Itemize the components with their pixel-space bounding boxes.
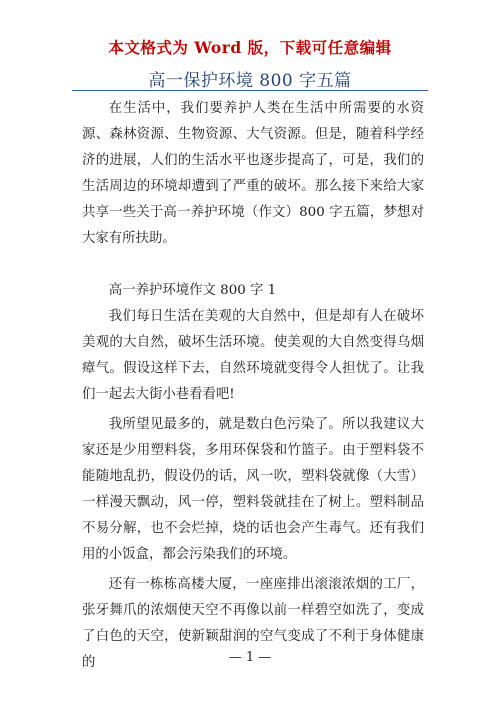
document-body [82, 96, 424, 676]
page-number: — 1 — [228, 650, 272, 665]
title-divider [72, 90, 428, 91]
format-banner: 本文格式为 Word 版，下载可任意编辑 [108, 38, 392, 57]
body-paragraph: 还有一栋栋高楼大厦，一座座排出滚滚浓烟的工厂，张牙舞爪的浓烟使天空不再像以前一样碧空如洗了，变成了白色的天空，使新颖甜润的空气变成了不利于身体健康的 [82, 577, 424, 670]
body-paragraph: 我所望见最多的，就是数白色污染了。所以我建议大家还是少用塑料袋，多用环保袋和竹篮子。由于塑料袋不能随地乱扔，假设仍的话，风一吹，塑料袋就像（大雪）一样漫天飘动，风一停，塑料袋就挂在了树上。塑料制品不易分解，也不会烂掉，烧的话也会产生毒气。还有我们用的小饭盒，都会污染我们的环境。 [82, 417, 424, 562]
essay-heading: 高一养护环境作文 800 字 1 [108, 283, 277, 298]
intro-paragraph: 在生活中，我们要养护人类在生活中所需要的水资源、森林资源、生物资源、大气资源。但是，随着科学经济的进展，人们的生活水平也逐步提高了，可是，我们的生活周边的环境却遭到了严重的破坏。那么接下来给大家共享一些关于高一养护环境（作文）800 字五篇，梦想对大家有所扶助。 [82, 101, 424, 246]
body-paragraph: 我们每日生活在美观的大自然中，但是却有人在破坏美观的大自然，破坏生活环境。使美观的大自然变得乌烟瘴气。假设这样下去，自然环境就变得令人担忧了。让我们一起去大街小巷看看吧! [82, 309, 424, 402]
page-title: 高一保护环境 800 字五篇 [148, 71, 352, 91]
